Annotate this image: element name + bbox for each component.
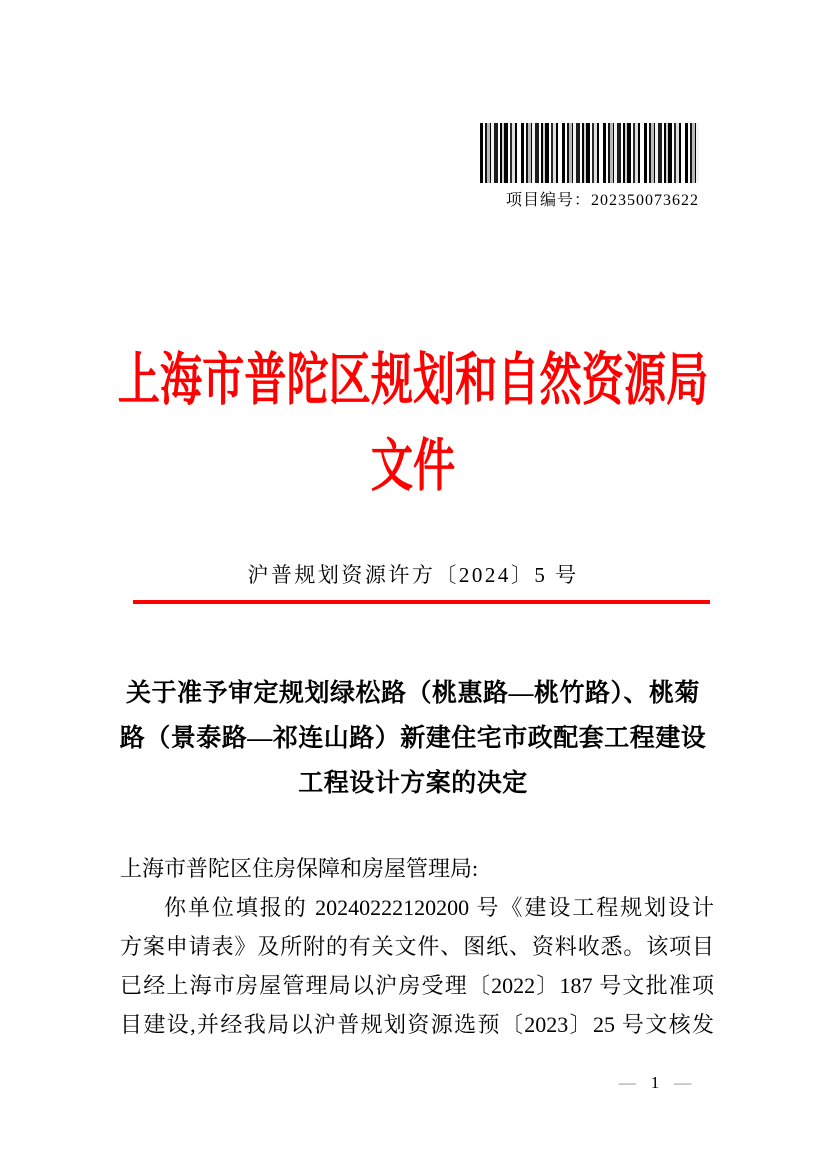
title-line-1: 关于准予审定规划绿松路（桃惠路—桃竹路）、桃菊 xyxy=(125,680,700,707)
red-divider xyxy=(133,600,710,604)
title-line-2: 路（景泰路—祁连山路）新建住宅市政配套工程建设 xyxy=(119,725,707,752)
barcode-icon xyxy=(480,123,699,183)
salutation-line: 上海市普陀区住房保障和房屋管理局: xyxy=(120,856,479,881)
body-line-2: 方案申请表》及所附的有关文件、图纸、资料收悉。该项目 xyxy=(120,934,714,959)
title-line-3: 工程设计方案的决定 xyxy=(298,770,528,797)
masthead-doc-word-line xyxy=(0,424,826,510)
masthead-doc-word: 文件 xyxy=(370,435,456,498)
project-number-label: 项目编号：202350073622 xyxy=(505,192,699,209)
page-number-dash-right: — xyxy=(674,1073,692,1092)
document-title xyxy=(0,671,826,806)
body-line-1: 你单位填报的 20240222120200 号《建设工程规划设计 xyxy=(164,895,714,920)
agency-masthead xyxy=(0,338,826,510)
body-text xyxy=(120,849,714,1044)
page-number-value: 1 xyxy=(650,1073,660,1092)
page-number-dash-left: — xyxy=(618,1073,636,1092)
document-number: 沪普规划资源许方〔2024〕5 号 xyxy=(247,563,579,587)
body-line-4: 目建设,并经我局以沪普规划资源选预〔2023〕25 号文核发 xyxy=(120,1012,714,1037)
page-number xyxy=(575,1073,735,1093)
body-line-3: 已经上海市房屋管理局以沪房受理〔2022〕187 号文批准项 xyxy=(120,973,714,998)
masthead-org-line xyxy=(0,338,826,424)
masthead-org-name: 上海市普陀区规划和自然资源局 xyxy=(117,349,709,412)
